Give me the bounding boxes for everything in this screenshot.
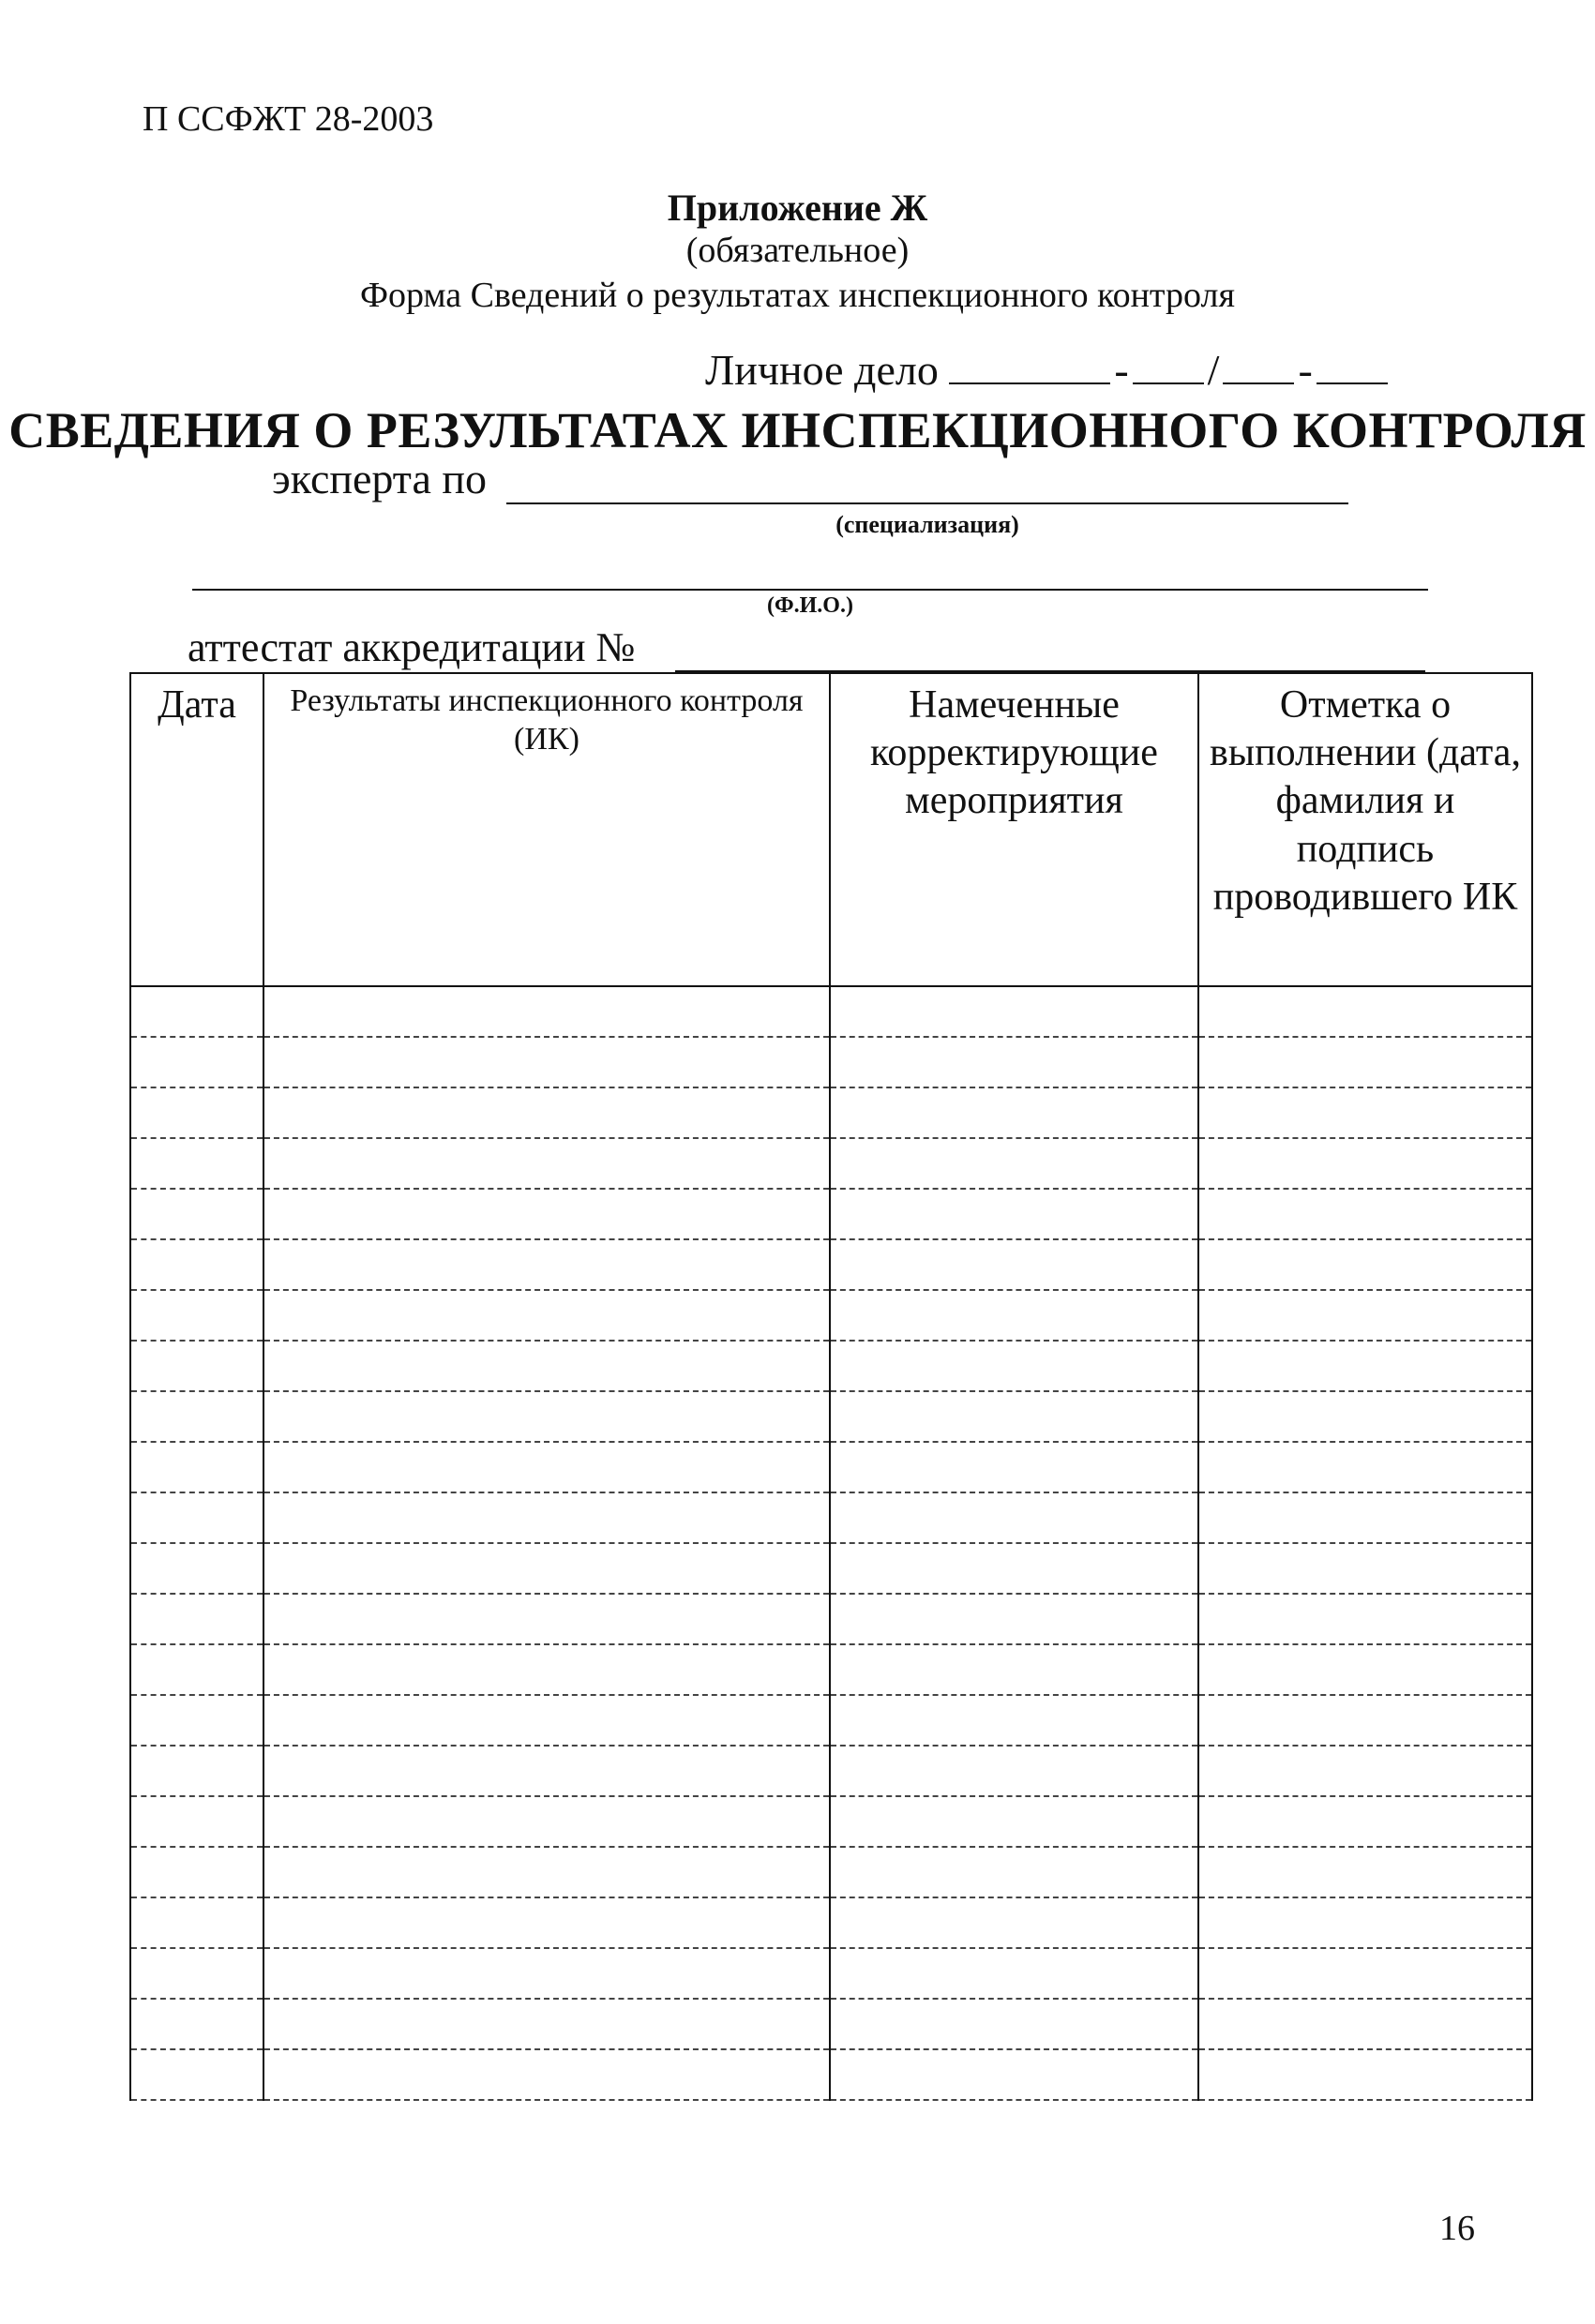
mark-cell[interactable] — [1198, 1796, 1532, 1847]
results-cell[interactable] — [263, 1037, 830, 1087]
main-title: СВЕДЕНИЯ О РЕЗУЛЬТАТАХ ИНСПЕКЦИОННОГО КОНТРОЛЯ — [8, 402, 1587, 458]
case-dash-2: - — [1298, 346, 1313, 394]
results-cell[interactable] — [263, 1695, 830, 1746]
date-cell[interactable] — [130, 1897, 263, 1948]
table-row — [130, 2049, 1532, 2100]
appendix-status: (обязательное) — [685, 231, 910, 270]
table-row — [130, 1847, 1532, 1897]
table-row — [130, 1087, 1532, 1138]
table-row — [130, 1239, 1532, 1290]
appendix-title: Приложение Ж — [667, 187, 928, 229]
personal-case-label: Личное дело — [705, 346, 939, 394]
results-cell[interactable] — [263, 1189, 830, 1239]
page-number: 16 — [1439, 2209, 1475, 2248]
table-row — [130, 1138, 1532, 1189]
mark-cell[interactable] — [1198, 1492, 1532, 1543]
table-row — [130, 1442, 1532, 1492]
actions-cell[interactable] — [830, 1847, 1198, 1897]
table-row — [130, 986, 1532, 1037]
date-cell[interactable] — [130, 1492, 263, 1543]
mark-cell[interactable] — [1198, 1239, 1532, 1290]
date-cell[interactable] — [130, 1948, 263, 1999]
mark-cell[interactable] — [1198, 1847, 1532, 1897]
table-row — [130, 1594, 1532, 1644]
table-row — [130, 1037, 1532, 1087]
mark-cell[interactable] — [1198, 1999, 1532, 2049]
table-row — [130, 1746, 1532, 1796]
actions-cell[interactable] — [830, 1897, 1198, 1948]
results-cell[interactable] — [263, 1391, 830, 1442]
date-cell[interactable] — [130, 1290, 263, 1341]
case-number-field-2[interactable] — [1133, 345, 1204, 384]
results-cell[interactable] — [263, 1746, 830, 1796]
table-row — [130, 1948, 1532, 1999]
table-row — [130, 1695, 1532, 1746]
mark-cell[interactable] — [1198, 1594, 1532, 1644]
mark-cell[interactable] — [1198, 1391, 1532, 1442]
date-cell[interactable] — [130, 1847, 263, 1897]
results-cell[interactable] — [263, 1492, 830, 1543]
fio-field[interactable] — [192, 589, 1428, 591]
col-header-results: Результаты инспекционного контроля (ИК) — [263, 673, 830, 986]
table-row — [130, 1897, 1532, 1948]
mark-cell[interactable] — [1198, 1543, 1532, 1594]
results-cell[interactable] — [263, 1543, 830, 1594]
results-cell[interactable] — [263, 1138, 830, 1189]
date-cell[interactable] — [130, 1594, 263, 1644]
results-cell[interactable] — [263, 1290, 830, 1341]
results-cell[interactable] — [263, 1796, 830, 1847]
results-cell[interactable] — [263, 2049, 830, 2100]
case-number-field-1[interactable] — [949, 345, 1110, 384]
specialization-field[interactable] — [506, 502, 1348, 504]
results-cell[interactable] — [263, 1239, 830, 1290]
col-header-completion-mark: Отметка о выполнении (дата, фамилия и подпись проводившего ИК — [1198, 673, 1532, 986]
date-cell[interactable] — [130, 1543, 263, 1594]
date-cell[interactable] — [130, 1644, 263, 1695]
results-cell[interactable] — [263, 1594, 830, 1644]
mark-cell[interactable] — [1198, 1037, 1532, 1087]
actions-cell[interactable] — [830, 1391, 1198, 1442]
mark-cell[interactable] — [1198, 2049, 1532, 2100]
date-cell[interactable] — [130, 1391, 263, 1442]
actions-cell[interactable] — [830, 986, 1198, 1037]
actions-cell[interactable] — [830, 1341, 1198, 1391]
date-cell[interactable] — [130, 986, 263, 1037]
mark-cell[interactable] — [1198, 1442, 1532, 1492]
mark-cell[interactable] — [1198, 1897, 1532, 1948]
results-cell[interactable] — [263, 1948, 830, 1999]
actions-cell[interactable] — [830, 1138, 1198, 1189]
date-cell[interactable] — [130, 1341, 263, 1391]
table-row — [130, 1290, 1532, 1341]
date-cell[interactable] — [130, 1189, 263, 1239]
expert-label: эксперта по — [272, 455, 487, 502]
date-cell[interactable] — [130, 1695, 263, 1746]
table-row — [130, 1796, 1532, 1847]
specialization-caption: (специализация) — [835, 511, 1019, 538]
mark-cell[interactable] — [1198, 1948, 1532, 1999]
inspection-results-table — [129, 672, 1533, 2101]
table-row — [130, 1543, 1532, 1594]
mark-cell[interactable] — [1198, 1087, 1532, 1138]
actions-cell[interactable] — [830, 1543, 1198, 1594]
actions-cell[interactable] — [830, 1239, 1198, 1290]
actions-cell[interactable] — [830, 1290, 1198, 1341]
actions-cell[interactable] — [830, 2049, 1198, 2100]
actions-cell[interactable] — [830, 1695, 1198, 1746]
mark-cell[interactable] — [1198, 1644, 1532, 1695]
actions-cell[interactable] — [830, 1492, 1198, 1543]
date-cell[interactable] — [130, 1239, 263, 1290]
table-header-row — [130, 673, 1532, 986]
table-body — [130, 986, 1532, 2100]
results-cell[interactable] — [263, 1897, 830, 1948]
actions-cell[interactable] — [830, 1746, 1198, 1796]
fio-caption: (Ф.И.О.) — [767, 593, 853, 618]
results-cell[interactable] — [263, 1341, 830, 1391]
table-row — [130, 1341, 1532, 1391]
mark-cell[interactable] — [1198, 1290, 1532, 1341]
col-header-date: Дата — [130, 673, 263, 986]
mark-cell[interactable] — [1198, 1341, 1532, 1391]
attestation-label: аттестат аккредитации № — [188, 624, 636, 670]
mark-cell[interactable] — [1198, 1138, 1532, 1189]
date-cell[interactable] — [130, 1999, 263, 2049]
mark-cell[interactable] — [1198, 986, 1532, 1037]
date-cell[interactable] — [130, 1138, 263, 1189]
actions-cell[interactable] — [830, 1442, 1198, 1492]
results-cell[interactable] — [263, 1644, 830, 1695]
case-slash: / — [1207, 346, 1220, 394]
mark-cell[interactable] — [1198, 1189, 1532, 1239]
appendix-form-name: Форма Сведений о результатах инспекционного контроля — [360, 276, 1235, 315]
date-cell[interactable] — [130, 1746, 263, 1796]
date-cell[interactable] — [130, 1442, 263, 1492]
document-code: П ССФЖТ 28-2003 — [143, 99, 434, 139]
date-cell[interactable] — [130, 2049, 263, 2100]
actions-cell[interactable] — [830, 1999, 1198, 2049]
actions-cell[interactable] — [830, 1087, 1198, 1138]
table-row — [130, 1189, 1532, 1239]
actions-cell[interactable] — [830, 1594, 1198, 1644]
case-dash-1: - — [1114, 346, 1129, 394]
table-row — [130, 1391, 1532, 1442]
actions-cell[interactable] — [830, 1796, 1198, 1847]
actions-cell[interactable] — [830, 1189, 1198, 1239]
results-cell[interactable] — [263, 1847, 830, 1897]
date-cell[interactable] — [130, 1037, 263, 1087]
mark-cell[interactable] — [1198, 1746, 1532, 1796]
results-cell[interactable] — [263, 1087, 830, 1138]
table-row — [130, 1492, 1532, 1543]
results-cell[interactable] — [263, 986, 830, 1037]
case-number-field-3[interactable] — [1223, 345, 1294, 384]
date-cell[interactable] — [130, 1796, 263, 1847]
table-row — [130, 1999, 1532, 2049]
actions-cell[interactable] — [830, 1644, 1198, 1695]
table-row — [130, 1644, 1532, 1695]
case-number-field-4[interactable] — [1317, 345, 1388, 384]
results-cell[interactable] — [263, 1999, 830, 2049]
results-cell[interactable] — [263, 1442, 830, 1492]
personal-case-row — [705, 345, 1388, 395]
col-header-corrective-actions: Намеченные корректирующие мероприятия — [830, 673, 1198, 986]
actions-cell[interactable] — [830, 1037, 1198, 1087]
date-cell[interactable] — [130, 1087, 263, 1138]
actions-cell[interactable] — [830, 1948, 1198, 1999]
mark-cell[interactable] — [1198, 1695, 1532, 1746]
